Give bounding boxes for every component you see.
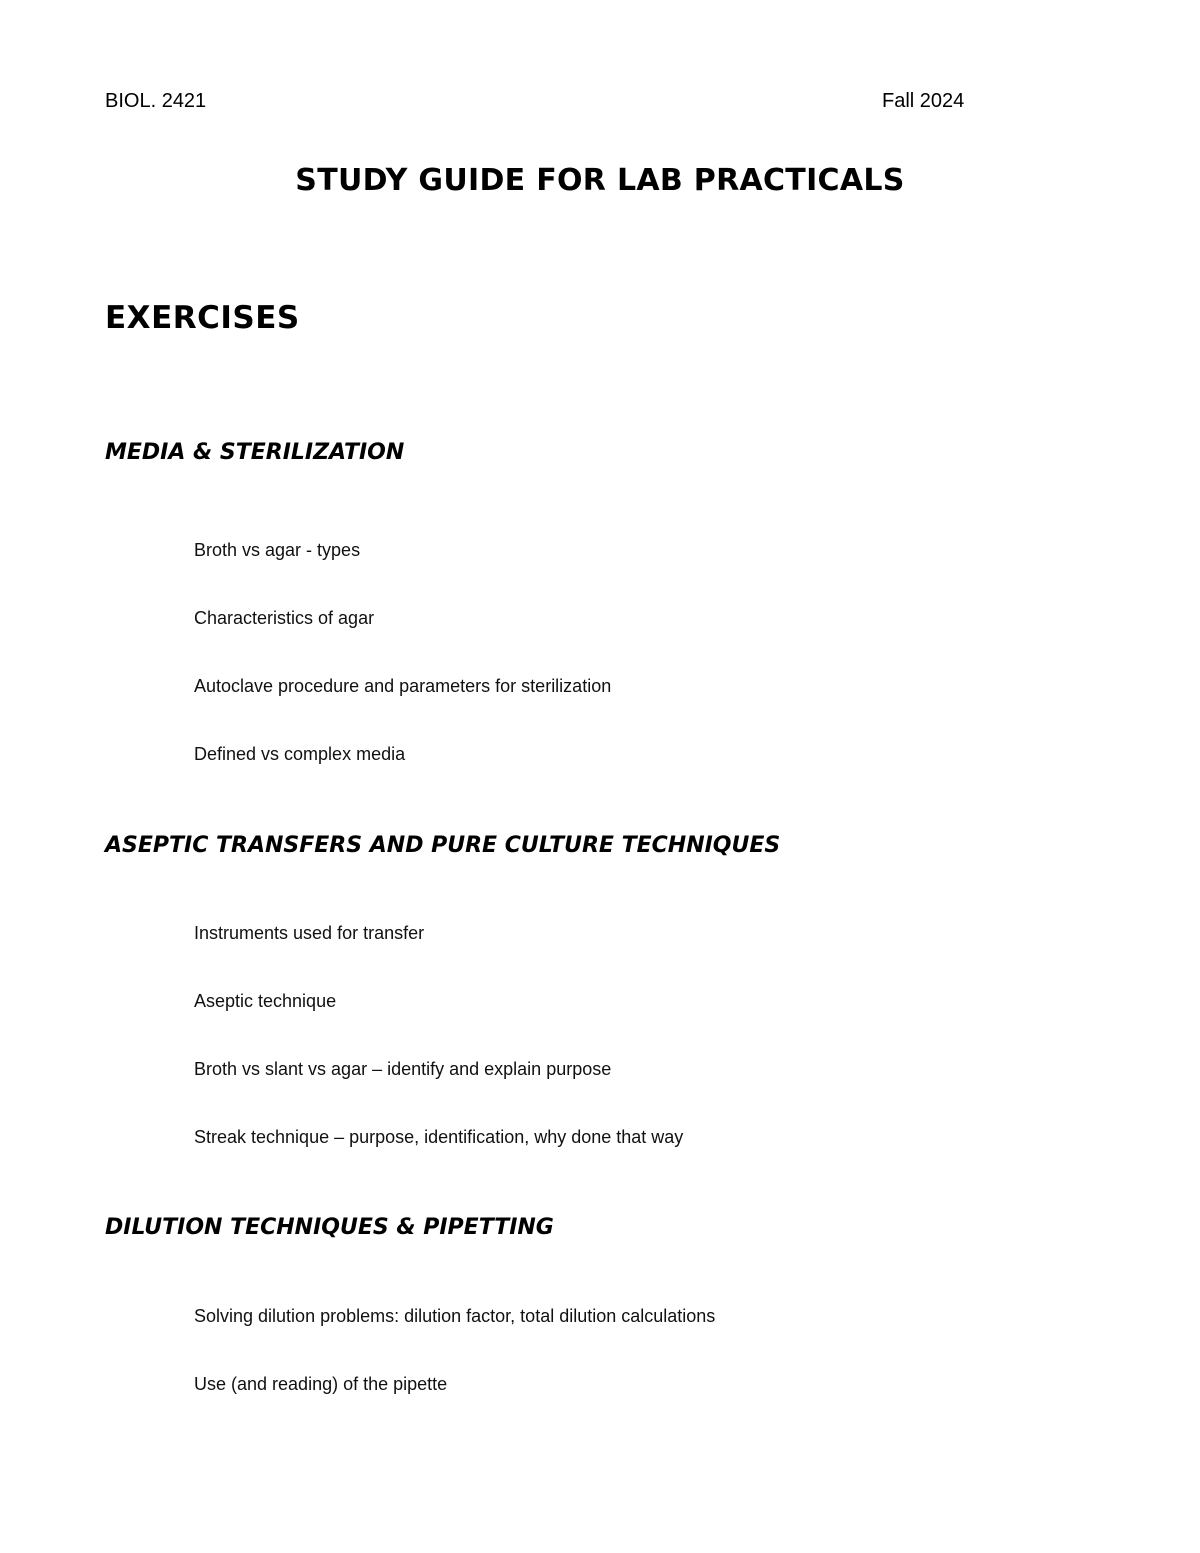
list-item: Streak technique – purpose, identification, why done that way bbox=[194, 1127, 684, 1147]
exercises-heading: EXERCISES bbox=[105, 300, 300, 336]
section-heading-media-sterilization: MEDIA & STERILIZATION bbox=[105, 440, 405, 465]
list-item: Use (and reading) of the pipette bbox=[194, 1374, 448, 1394]
course-code: BIOL. 2421 bbox=[105, 90, 207, 112]
list-item: Defined vs complex media bbox=[194, 744, 406, 764]
term-label: Fall 2024 bbox=[882, 90, 965, 112]
list-item: Instruments used for transfer bbox=[194, 923, 425, 943]
list-item: Characteristics of agar bbox=[194, 608, 375, 628]
page-title: STUDY GUIDE FOR LAB PRACTICALS bbox=[295, 163, 905, 198]
list-item: Broth vs slant vs agar – identify and explain purpose bbox=[194, 1059, 612, 1079]
list-item: Aseptic technique bbox=[194, 991, 337, 1011]
section-heading-aseptic-transfers: ASEPTIC TRANSFERS AND PURE CULTURE TECHNIQUES bbox=[105, 833, 781, 858]
list-item: Autoclave procedure and parameters for sterilization bbox=[194, 676, 612, 696]
section-heading-dilution-pipetting: DILUTION TECHNIQUES & PIPETTING bbox=[105, 1215, 554, 1240]
list-item: Solving dilution problems: dilution factor, total dilution calculations bbox=[194, 1306, 716, 1326]
list-item: Broth vs agar - types bbox=[194, 540, 361, 560]
